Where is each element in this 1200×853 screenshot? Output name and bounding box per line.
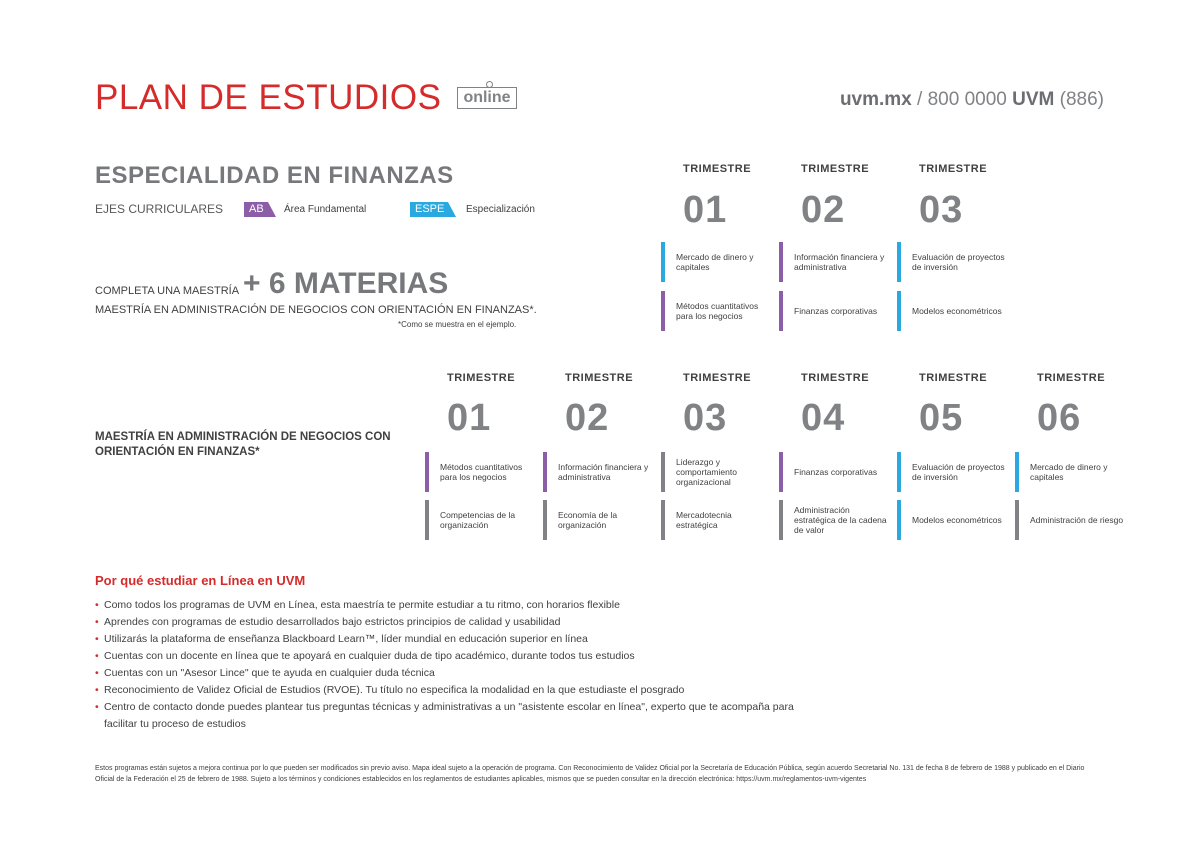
trimester-number: 04 [801, 397, 846, 439]
course-card [425, 452, 535, 492]
footnote-example: *Como se muestra en el ejemplo. [398, 320, 517, 329]
maestria-trimester-5 [919, 372, 1029, 440]
course-card [897, 291, 1007, 331]
course-card [661, 291, 771, 331]
course-card [779, 242, 889, 282]
course-name: Liderazgo y comportamiento organizacional [676, 457, 737, 487]
why-bullet-item: • Como todos los programas de UVM en Línea, esta maestría te permite estudiar a tu ritmo, con horarios flexible [95, 597, 815, 614]
course-card [897, 242, 1007, 282]
completa-label: COMPLETA UNA MAESTRÍA [95, 285, 240, 297]
course-name: Evaluación de proyectos de inversión [912, 252, 1005, 272]
course-name: Competencias de la organización [440, 510, 516, 530]
course-card [661, 452, 771, 492]
antenna-icon [486, 81, 493, 88]
contact-uvm: UVM [1012, 89, 1055, 110]
maestria-trimester-4 [801, 372, 911, 440]
course-card [425, 500, 535, 540]
course-card [661, 500, 771, 540]
why-bullet-item: • Aprendes con programas de estudio desarrollados bajo estrictos principios de calidad y usabilidad [95, 614, 815, 631]
maestria-trimester-6 [1037, 372, 1147, 440]
course-card [661, 242, 771, 282]
tag-espe-label: Especialización [466, 204, 535, 215]
trimester-number: 03 [919, 189, 964, 231]
course-name: Modelos econométricos [912, 515, 1002, 525]
specialty-trimester-2 [801, 163, 911, 232]
course-name: Finanzas corporativas [794, 306, 878, 316]
tag-ab-label: Área Fundamental [284, 204, 367, 215]
course-card [779, 500, 889, 540]
online-badge-label: online [463, 89, 511, 106]
trimester-label: TRIMESTRE [683, 372, 752, 384]
specialty-title: ESPECIALIDAD EN FINANZAS [95, 162, 454, 189]
page-title: PLAN DE ESTUDIOS [95, 78, 442, 117]
course-name: Métodos cuantitativos para los negocios [440, 462, 523, 482]
trimester-number: 06 [1037, 397, 1082, 439]
course-name: Finanzas corporativas [794, 467, 878, 477]
why-bullet-list [95, 597, 815, 733]
maestria-trimester-3 [683, 372, 793, 440]
ejes-label: EJES CURRICULARES [95, 202, 224, 216]
contact-site[interactable]: uvm.mx [839, 89, 912, 110]
course-card [1015, 452, 1125, 492]
course-name: Información financiera y administrativa [558, 462, 649, 482]
maestria-line: MAESTRÍA EN ADMINISTRACIÓN DE NEGOCIOS CON ORIENTACIÓN EN FINANZAS*. [95, 304, 537, 316]
contact-phone: 800 0000 [927, 89, 1007, 110]
course-card [897, 452, 1007, 492]
course-name: Mercadotecnia estratégica [676, 510, 732, 530]
trimester-number: 02 [565, 397, 610, 439]
course-name: Evaluación de proyectos de inversión [912, 462, 1005, 482]
tag-ab: AB [244, 202, 268, 217]
course-card [779, 452, 889, 492]
course-name: Administración de riesgo [1030, 515, 1124, 525]
specialty-trimester-1 [683, 163, 793, 232]
maestria-trimester-1 [447, 372, 557, 440]
course-card [543, 452, 653, 492]
course-name: Modelos econométricos [912, 306, 1002, 316]
trimester-label: TRIMESTRE [801, 163, 870, 175]
contact-info [840, 89, 1104, 111]
online-badge [457, 87, 517, 109]
tag-espe: ESPE [410, 202, 448, 217]
course-name: Administración estratégica de la cadena de valor [794, 505, 887, 535]
legal-disclaimer: Estos programas están sujetos a mejora continua por lo que pueden ser modificados sin previo aviso. Mapa ideal sujeto a la operación de programa. Con Reconocimiento de Validez Oficial por la Secretaría de Educación Pública, según acuerdo Secretarial No. 131 de fecha 8 de febrero de 1988 y publicado en el Diario Oficial de la Federación el 25 de febrero de 1988. Sujeto a los términos y condiciones establecidos en los reglamentos de estudiantes aplicables, mismos que se pueden consultar en la dirección electrónica: https://uvm.mx/reglamentos-uvm-vigentes [95, 765, 1085, 783]
trimester-label: TRIMESTRE [447, 372, 516, 384]
why-bullet-item: • Cuentas con un "Asesor Lince" que te ayuda en cualquier duda técnica [95, 665, 815, 682]
trimester-label: TRIMESTRE [565, 372, 634, 384]
trimester-number: 03 [683, 397, 728, 439]
why-bullet-item: • Reconocimiento de Validez Oficial de Estudios (RVOE). Tu título no especifica la modalidad en la que estudiaste el posgrado [95, 682, 815, 699]
specialty-trimester-3 [919, 163, 1029, 232]
why-bullet-item: • Centro de contacto donde puedes plantear tus preguntas técnicas y administrativas a un "asistente escolar en línea", experto que te acompaña para facilitar tu proceso de estudios [95, 699, 815, 733]
course-name: Información financiera y administrativa [794, 252, 885, 272]
trimester-label: TRIMESTRE [801, 372, 870, 384]
trimester-label: TRIMESTRE [683, 163, 752, 175]
why-bullet-item: • Utilizarás la plataforma de enseñanza Blackboard Learn™, líder mundial en educación superior en línea [95, 631, 815, 648]
course-card [897, 500, 1007, 540]
maestria-trimester-2 [565, 372, 675, 440]
course-card [543, 500, 653, 540]
course-name: Métodos cuantitativos para los negocios [676, 301, 759, 321]
trimester-number: 02 [801, 189, 846, 231]
materias-count: + 6 MATERIAS [243, 267, 449, 300]
course-card [779, 291, 889, 331]
trimester-number: 05 [919, 397, 964, 439]
trimester-label: TRIMESTRE [1037, 372, 1106, 384]
course-name: Economía de la organización [558, 510, 618, 530]
contact-code: (886) [1059, 89, 1104, 110]
course-name: Mercado de dinero y capitales [1030, 462, 1108, 482]
course-name: Mercado de dinero y capitales [676, 252, 754, 272]
why-title: Por qué estudiar en Línea en UVM [95, 573, 306, 588]
maestria-title: MAESTRÍA EN ADMINISTRACIÓN DE NEGOCIOS CON ORIENTACIÓN EN FINANZAS* [95, 431, 391, 458]
course-card [1015, 500, 1125, 540]
trimester-number: 01 [447, 397, 492, 439]
trimester-number: 01 [683, 189, 728, 231]
contact-separator: / [917, 89, 923, 110]
trimester-label: TRIMESTRE [919, 372, 988, 384]
why-bullet-item: • Cuentas con un docente en línea que te apoyará en cualquier duda de tipo académico, durante todos tus estudios [95, 648, 815, 665]
trimester-label: TRIMESTRE [919, 163, 988, 175]
